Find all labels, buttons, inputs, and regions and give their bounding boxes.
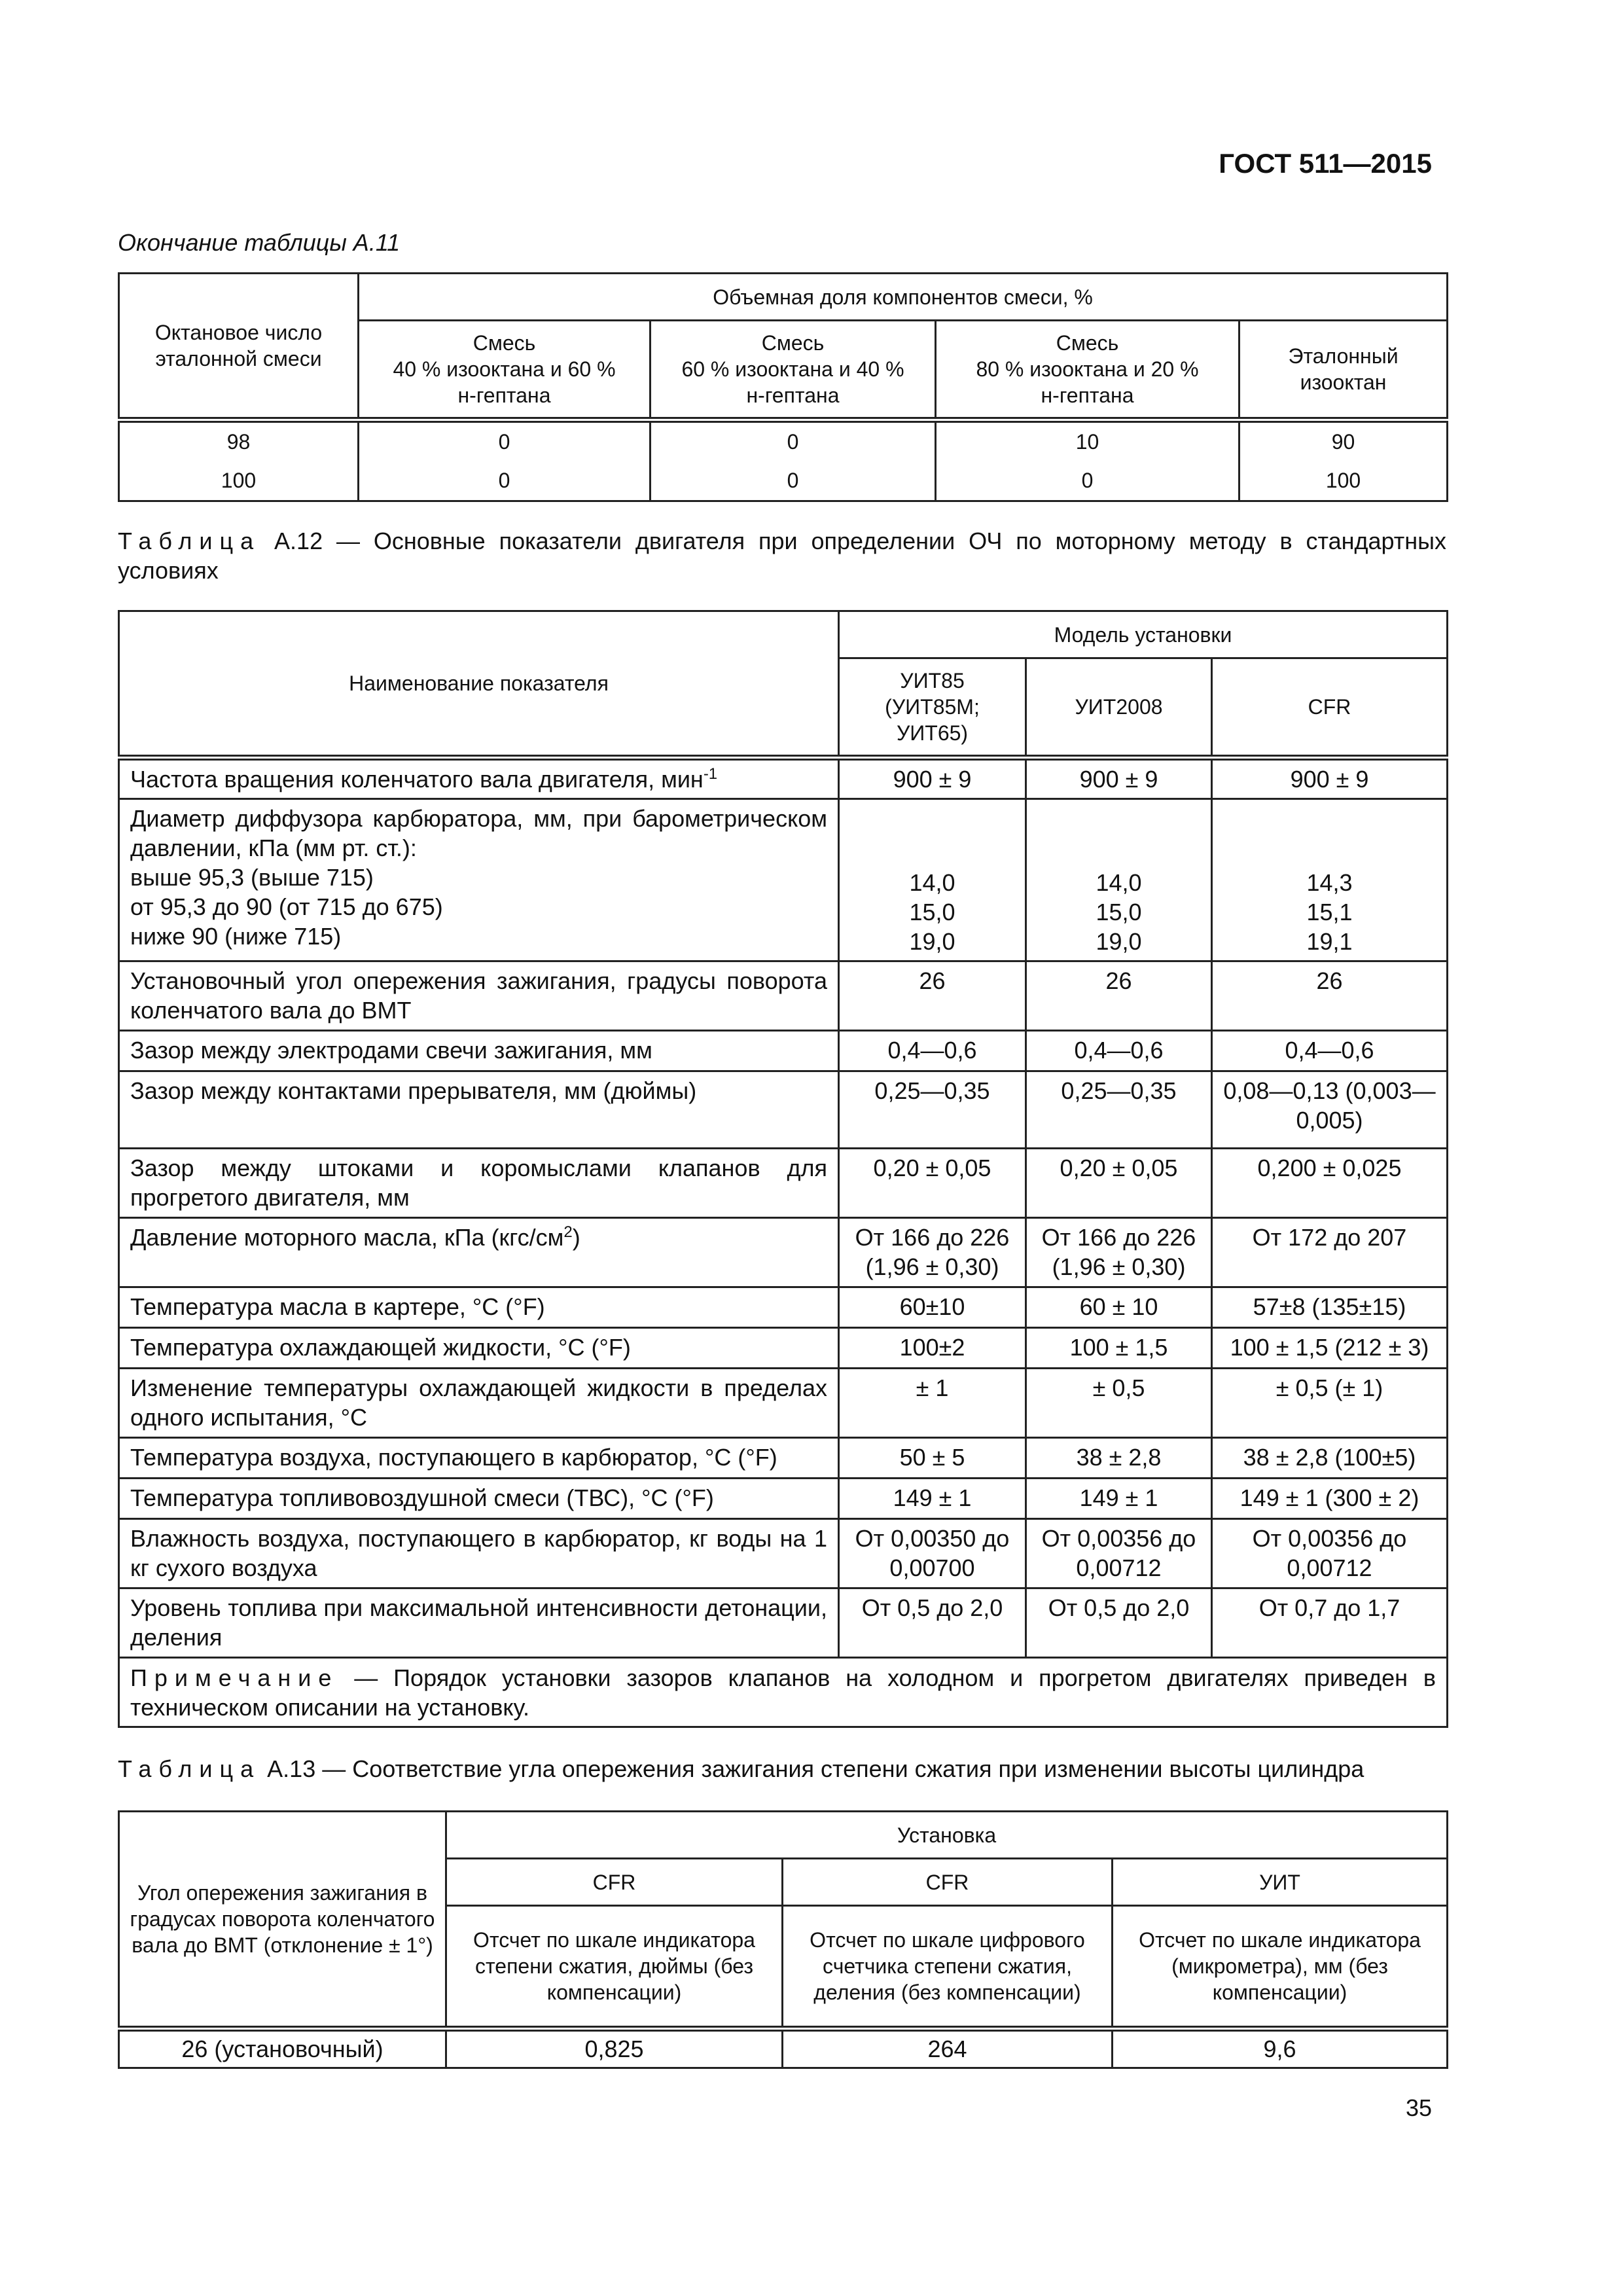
table-a12-caption: Таблица А.12 — Основные показатели двигателя при определении ОЧ по моторному методу в стандартных условиях [118, 528, 1446, 584]
table-cell: 0,20 ± 0,05 [839, 1149, 1026, 1218]
table-row [119, 758, 1448, 799]
table-cell: 0 [359, 461, 651, 501]
table-a11 [118, 272, 1448, 502]
table-row [119, 1287, 1448, 1328]
table-cell: От 0,7 до 1,7 [1212, 1588, 1448, 1658]
table-cell: 14,3 15,1 19,1 [1212, 799, 1448, 961]
table-cell: 0,25—0,35 [839, 1071, 1026, 1149]
table-row [119, 1588, 1448, 1658]
table-cell: 26 [1026, 961, 1212, 1031]
table-row [119, 1031, 1448, 1071]
table-cell: 0,4—0,6 [1026, 1031, 1212, 1071]
table-row [119, 961, 1448, 1031]
table-note-row [119, 1658, 1448, 1727]
table-row [119, 1519, 1448, 1588]
parameter-name: Влажность воздуха, поступающего в карбюратор, кг воды на 1 кг сухого воздуха [119, 1519, 839, 1588]
table-cell: 100 ± 1,5 (212 ± 3) [1212, 1328, 1448, 1369]
table-row [119, 1071, 1448, 1149]
column-header: Отсчет по шкале индикатора степени сжатия, дюймы (без компенсации) [446, 1906, 783, 2029]
table-a13-caption: Таблица А.13 — Соответствие угла опережения зажигания степени сжатия при изменении высоты цилиндра [118, 1755, 1364, 1782]
table-cell: 0,4—0,6 [1212, 1031, 1448, 1071]
table-row [119, 1438, 1448, 1479]
table-cell: 26 [1212, 961, 1448, 1031]
table-row [119, 799, 1448, 961]
table-row [119, 1328, 1448, 1369]
table-cell: 26 [839, 961, 1026, 1031]
table-cell: ± 1 [839, 1369, 1026, 1438]
parameter-name: Температура воздуха, поступающего в карбюратор, °C (°F) [119, 1438, 839, 1479]
table-cell: 100 [1240, 461, 1448, 501]
table-row [119, 1149, 1448, 1218]
table-cell: 10 [936, 420, 1240, 461]
column-header: УИТ [1113, 1859, 1448, 1906]
column-header: УИТ85 (УИТ85М; УИТ65) [839, 658, 1026, 758]
table-cell: 0,200 ± 0,025 [1212, 1149, 1448, 1218]
table-row [119, 2029, 1448, 2068]
table-cell: 0 [936, 461, 1240, 501]
group-header: Объемная доля компонентов смеси, % [359, 274, 1448, 321]
parameter-name: Зазор между контактами прерывателя, мм (дюймы) [119, 1071, 839, 1149]
column-header: УИТ2008 [1026, 658, 1212, 758]
column-header: CFR [783, 1859, 1113, 1906]
table-row [119, 1369, 1448, 1438]
parameter-name: Температура масла в картере, °C (°F) [119, 1287, 839, 1328]
table-cell: 900 ± 9 [839, 758, 1026, 799]
table-cell: От 0,5 до 2,0 [1026, 1588, 1212, 1658]
parameter-name: Зазор между электродами свечи зажигания, мм [119, 1031, 839, 1071]
table-row [119, 1218, 1448, 1287]
table-cell: 98 [119, 420, 359, 461]
table-cell: 9,6 [1113, 2029, 1448, 2068]
table-cell: ± 0,5 (± 1) [1212, 1369, 1448, 1438]
table-cell: 90 [1240, 420, 1448, 461]
table-cell: 900 ± 9 [1212, 758, 1448, 799]
column-header: Отсчет по шкале цифрового счетчика степени сжатия, деления (без компенсации) [783, 1906, 1113, 2029]
table-cell: От 0,00356 до 0,00712 [1212, 1519, 1448, 1588]
table-cell: 149 ± 1 (300 ± 2) [1212, 1479, 1448, 1519]
table-cell: 0,825 [446, 2029, 783, 2068]
column-header: Смесь 40 % изооктана и 60 % н-гептана [359, 321, 651, 420]
parameter-name: Диаметр диффузора карбюратора, мм, при барометрическом давлении, кПа (мм рт. ст.): выше 95,3 (выше 715) от 95,3 до 90 (от 715 до 675) ниже 90 (ниже 715) [119, 799, 839, 961]
standard-designation: ГОСТ 511—2015 [1219, 148, 1432, 179]
table-cell: 60 ± 10 [1026, 1287, 1212, 1328]
column-header: Смесь 80 % изооктана и 20 % н-гептана [936, 321, 1240, 420]
column-header: CFR [446, 1859, 783, 1906]
table-cell: 14,0 15,0 19,0 [839, 799, 1026, 961]
table-cell: От 166 до 226 (1,96 ± 0,30) [1026, 1218, 1212, 1287]
table-cell: 14,0 15,0 19,0 [1026, 799, 1212, 961]
table-cell: От 0,00356 до 0,00712 [1026, 1519, 1212, 1588]
table-cell: 0 [359, 420, 651, 461]
table-a12 [118, 610, 1448, 1728]
table-cell: 100 [119, 461, 359, 501]
table-cell: От 0,00350 до 0,00700 [839, 1519, 1026, 1588]
table-cell: 149 ± 1 [839, 1479, 1026, 1519]
table-cell: 100±2 [839, 1328, 1026, 1369]
table-cell: 0,08—0,13 (0,003—0,005) [1212, 1071, 1448, 1149]
column-header: Смесь 60 % изооктана и 40 % н-гептана [651, 321, 936, 420]
column-header: CFR [1212, 658, 1448, 758]
parameter-name: Уровень топлива при максимальной интенсивности детонации, деления [119, 1588, 839, 1658]
table-row [119, 1479, 1448, 1519]
table-cell: 100 ± 1,5 [1026, 1328, 1212, 1369]
parameter-name: Температура топливовоздушной смеси (ТВС), °C (°F) [119, 1479, 839, 1519]
table-cell: 60±10 [839, 1287, 1026, 1328]
table-cell: 0 [651, 461, 936, 501]
table-cell: 0,4—0,6 [839, 1031, 1026, 1071]
table-a11-continuation: Окончание таблицы А.11 [118, 229, 401, 256]
column-header: Отсчет по шкале индикатора (микрометра), мм (без компенсации) [1113, 1906, 1448, 2029]
parameter-name: Давление моторного масла, кПа $(кгс/см^2)$ [119, 1218, 839, 1287]
column-header: Наименование показателя [119, 611, 839, 758]
table-cell: 50 ± 5 [839, 1438, 1026, 1479]
table-cell: 900 ± 9 [1026, 758, 1212, 799]
table-cell: 26 (установочный) [119, 2029, 446, 2068]
table-note: Примечание — Порядок установки зазоров клапанов на холодном и прогретом двигателях приведен в техническом описании на установку. [119, 1658, 1448, 1727]
table-cell: 0 [651, 420, 936, 461]
parameter-name: Установочный угол опережения зажигания, градусы поворота коленчатого вала до ВМТ [119, 961, 839, 1031]
table-cell: От 172 до 207 [1212, 1218, 1448, 1287]
table-cell: 57±8 (135±15) [1212, 1287, 1448, 1328]
parameter-name: Изменение температуры охлаждающей жидкости в пределах одного испытания, °C [119, 1369, 839, 1438]
table-cell: 264 [783, 2029, 1113, 2068]
table-cell: От 0,5 до 2,0 [839, 1588, 1026, 1658]
table-cell: 0,20 ± 0,05 [1026, 1149, 1212, 1218]
table-row [119, 461, 1448, 501]
table-cell: 38 ± 2,8 (100±5) [1212, 1438, 1448, 1479]
table-cell: 38 ± 2,8 [1026, 1438, 1212, 1479]
group-header: Установка [446, 1812, 1448, 1859]
column-header: Угол опережения зажигания в градусах поворота коленчатого вала до ВМТ (отклонение ± 1°) [119, 1812, 446, 2029]
table-cell: 0,25—0,35 [1026, 1071, 1212, 1149]
table-row [119, 420, 1448, 461]
parameter-name: Температура охлаждающей жидкости, °C (°F) [119, 1328, 839, 1369]
group-header: Модель установки [839, 611, 1448, 658]
parameter-name: Зазор между штоками и коромыслами клапанов для прогретого двигателя, мм [119, 1149, 839, 1218]
table-cell: 149 ± 1 [1026, 1479, 1212, 1519]
column-header: Эталонный изооктан [1240, 321, 1448, 420]
column-header: Октановое число эталонной смеси [119, 274, 359, 420]
table-cell: От 166 до 226 (1,96 ± 0,30) [839, 1218, 1026, 1287]
page-number: 35 [1405, 2094, 1432, 2121]
parameter-name: Частота вращения коленчатого вала двигателя, мин$^{-1}$ [119, 758, 839, 799]
table-cell: ± 0,5 [1026, 1369, 1212, 1438]
table-a13 [118, 1810, 1448, 2069]
